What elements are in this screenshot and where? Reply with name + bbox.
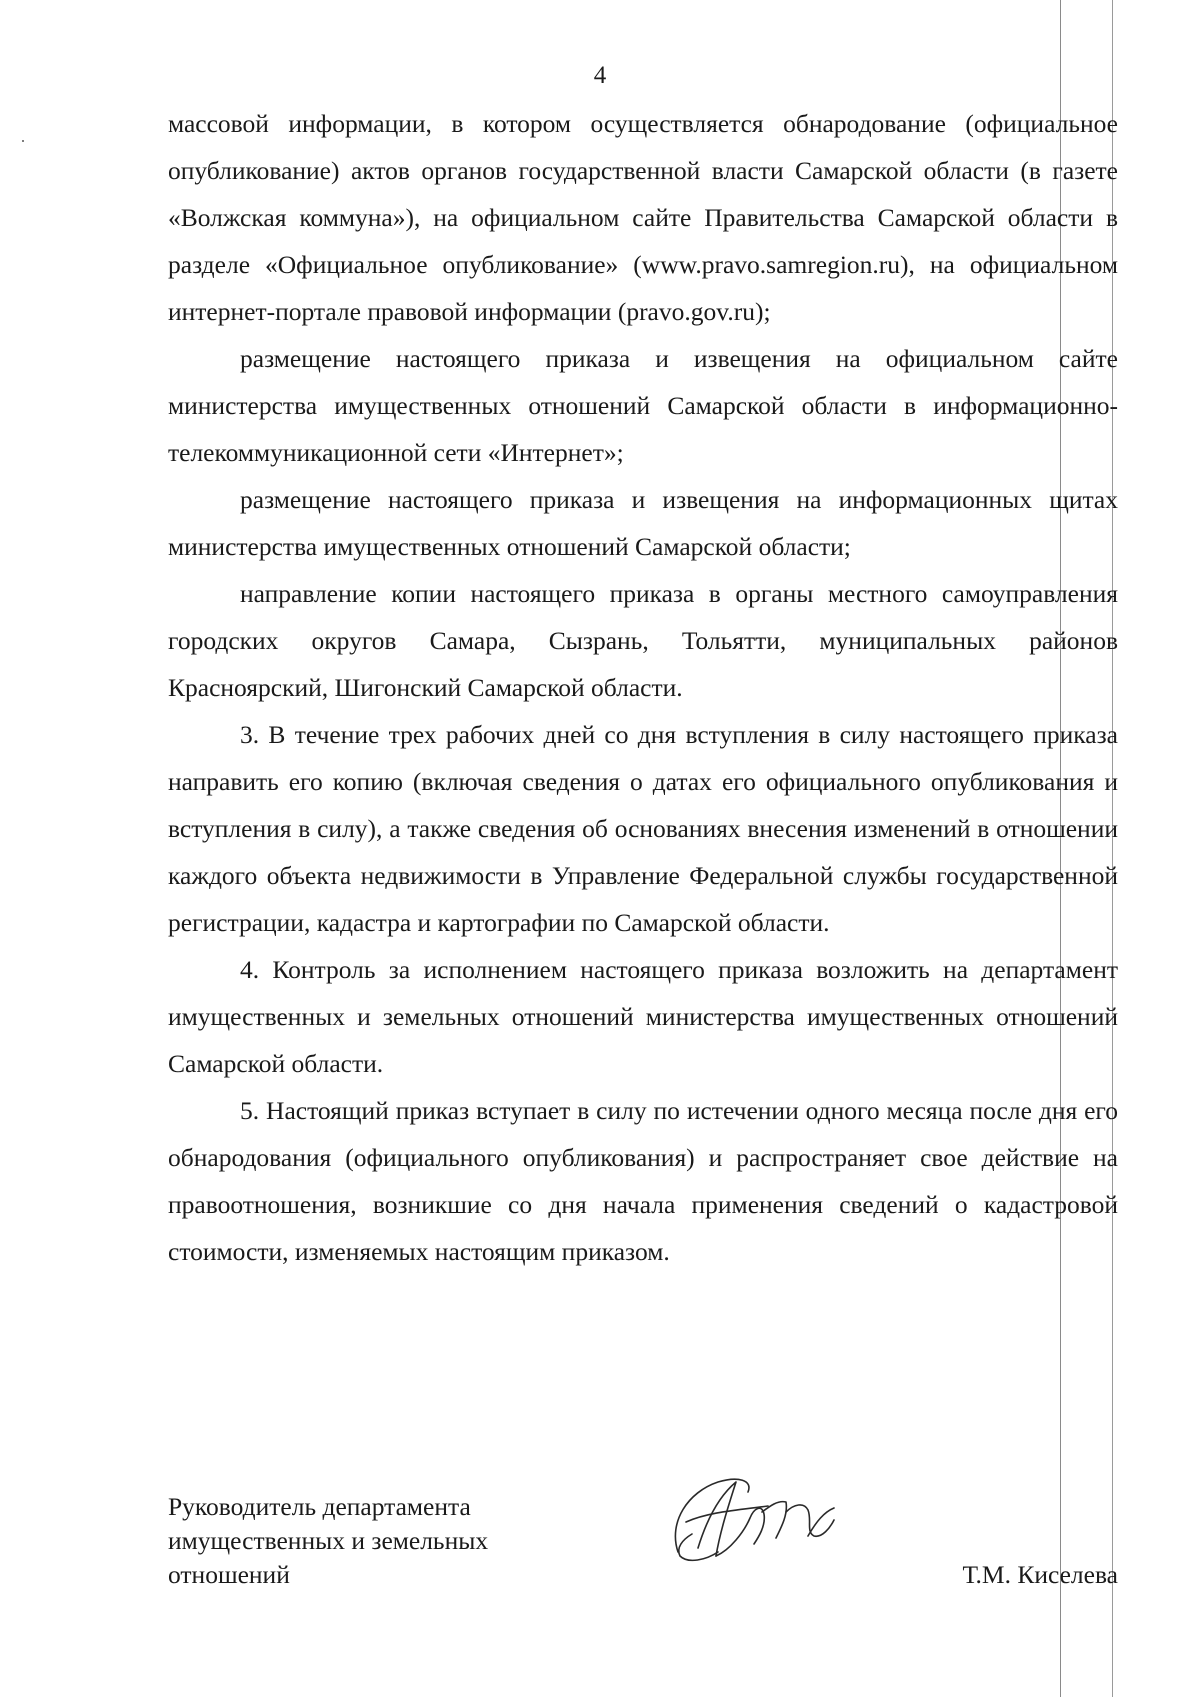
signer-name: Т.М. Киселева	[962, 1560, 1118, 1589]
document-body	[168, 100, 1118, 1275]
paragraph-item-5: 5. Настоящий приказ вступает в силу по истечении одного месяца после дня его обнародования (официального опубликования) и распространяет свое действие на правоотношения, возникшие со дня начала применения сведений о кадастровой стоимости, изменяемых настоящим приказом.	[168, 1096, 1118, 1266]
signer-title: Руководитель департамента имущественных и земельных отношений	[168, 1492, 489, 1589]
paragraph-info-boards: размещение настоящего приказа и извещения на информационных щитах министерства имущественных отношений Самарской области;	[168, 485, 1118, 561]
signature-block	[168, 1490, 1118, 1620]
paragraph-local-authorities: направление копии настоящего приказа в органы местного самоуправления городских округов Самара, Сызрань, Тольятти, муниципальных районов Красноярский, Шигонский Самарской области.	[168, 579, 1118, 702]
paragraph-website-publication: размещение настоящего приказа и извещения на официальном сайте министерства имущественных отношений Самарской области в информационно-телекоммуникационной сети «Интернет»;	[168, 344, 1118, 467]
paragraph-item-3: 3. В течение трех рабочих дней со дня вступления в силу настоящего приказа направить его копию (включая сведения о датах его официального опубликования и вступления в силу), а также сведения об основаниях внесения изменений в отношении каждого объекта недвижимости в Управление Федеральной службы государственной регистрации, кадастра и картографии по Самарской области.	[168, 720, 1118, 937]
handwritten-signature	[658, 1452, 858, 1572]
scan-speck	[22, 140, 24, 142]
paragraph-item-4: 4. Контроль за исполнением настоящего приказа возложить на департамент имущественных и земельных отношений министерства имущественных отношений Самарской области.	[168, 955, 1118, 1078]
page-number: 4	[593, 62, 607, 89]
paragraph-continuation: массовой информации, в котором осуществляется обнародование (официальное опубликование) актов органов государственной власти Самарской области (в газете «Волжская коммуна»), на официальном сайте Правительства Самарской области в разделе «Официальное опубликование» (www.pravo.samregion.ru), на официальном интернет-портале правовой информации (pravo.gov.ru);	[168, 109, 1118, 326]
